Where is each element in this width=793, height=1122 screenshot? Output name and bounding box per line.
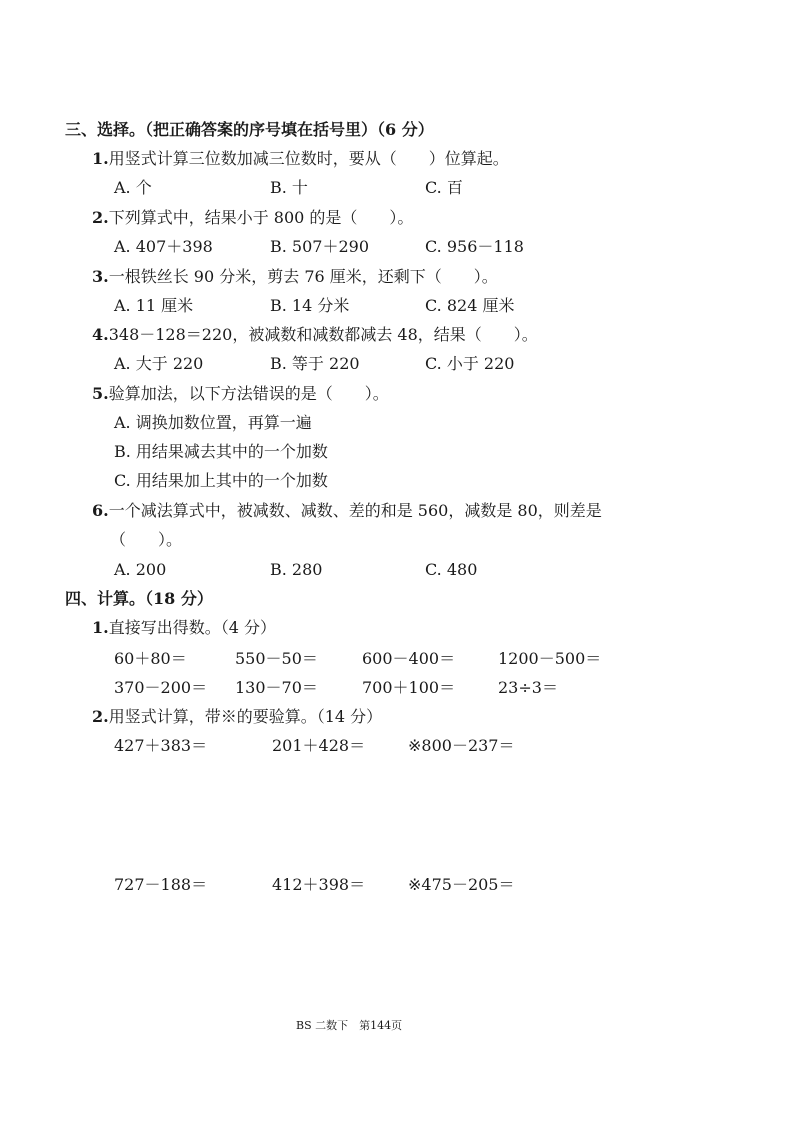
question-text: 验算加法，以下方法错误的是（ ）。 <box>108 384 389 403</box>
option-b: B. 用结果减去其中的一个加数 <box>114 442 328 461</box>
option-b: B. 507＋290 <box>270 237 370 256</box>
option-c: C. 956－118 <box>425 237 524 256</box>
question-text: 直接写出得数。（4 分） <box>108 618 276 637</box>
question-text: 用竖式计算，带※的要验算。（14 分） <box>108 707 383 726</box>
option-c: C. 用结果加上其中的一个加数 <box>114 471 328 490</box>
oral-calc-item: 130－70＝ <box>235 678 318 697</box>
question-number: 4. <box>92 325 109 344</box>
question-text: 一根铁丝长 90 分米，剪去 76 厘米，还剩下（ ）。 <box>108 267 498 286</box>
oral-calc-item: 550－50＝ <box>235 649 318 668</box>
question-text: 一个减法算式中，被减数、减数、差的和是 560，减数是 80，则差是 <box>108 501 602 520</box>
vertical-calc-item: 201＋428＝ <box>272 736 366 755</box>
question-text: 348－128＝220，被减数和减数都减去 48，结果（ ）。 <box>108 325 538 344</box>
question-number: 1. <box>92 149 109 168</box>
vertical-calc-item: ※800－237＝ <box>408 736 515 755</box>
calc-question-1 <box>92 618 276 638</box>
question-3 <box>92 267 498 287</box>
question-number: 5. <box>92 384 109 403</box>
question-number: 3. <box>92 267 109 286</box>
question-6 <box>92 501 602 521</box>
question-text: 用竖式计算三位数加减三位数时，要从（ ）位算起。 <box>108 149 509 168</box>
option-c: C. 小于 220 <box>425 354 515 373</box>
option-a: A. 调换加数位置，再算一遍 <box>114 413 312 432</box>
question-2 <box>92 208 413 228</box>
option-b: B. 280 <box>270 560 323 579</box>
vertical-calc-item: 727－188＝ <box>114 875 208 894</box>
vertical-calc-item: 412＋398＝ <box>272 875 366 894</box>
question-text: 下列算式中，结果小于 800 的是（ ）。 <box>108 208 414 227</box>
option-b: B. 等于 220 <box>270 354 360 373</box>
option-c: C. 480 <box>425 560 478 579</box>
question-4 <box>92 325 538 345</box>
vertical-calc-item: 427＋383＝ <box>114 736 208 755</box>
option-a: A. 407＋398 <box>114 237 213 256</box>
option-a: A. 200 <box>114 560 167 579</box>
option-a: A. 大于 220 <box>114 354 204 373</box>
section-3-title: 三、选择。（把正确答案的序号填在括号里）（6 分） <box>65 120 434 139</box>
question-number: 1. <box>92 618 109 637</box>
option-a: A. 个 <box>114 178 152 197</box>
option-a: A. 11 厘米 <box>114 296 194 315</box>
question-number: 2. <box>92 707 109 726</box>
option-c: C. 824 厘米 <box>425 296 515 315</box>
oral-calc-item: 370－200＝ <box>114 678 208 697</box>
option-c: C. 百 <box>425 178 463 197</box>
page-footer: BS 二数下 第144页 <box>296 1019 403 1032</box>
option-b: B. 14 分米 <box>270 296 350 315</box>
question-number: 2. <box>92 208 109 227</box>
question-5 <box>92 384 389 404</box>
option-b: B. 十 <box>270 178 308 197</box>
oral-calc-item: 1200－500＝ <box>498 649 602 668</box>
question-1 <box>92 149 509 169</box>
calc-question-2 <box>92 707 382 727</box>
oral-calc-item: 60＋80＝ <box>114 649 187 668</box>
question-text-continued: （ ）。 <box>110 530 183 549</box>
oral-calc-item: 700＋100＝ <box>362 678 456 697</box>
section-4-title: 四、计算。（18 分） <box>65 589 213 608</box>
vertical-calc-item: ※475－205＝ <box>408 875 515 894</box>
oral-calc-item: 23÷3＝ <box>498 678 558 697</box>
question-number: 6. <box>92 501 109 520</box>
oral-calc-item: 600－400＝ <box>362 649 456 668</box>
